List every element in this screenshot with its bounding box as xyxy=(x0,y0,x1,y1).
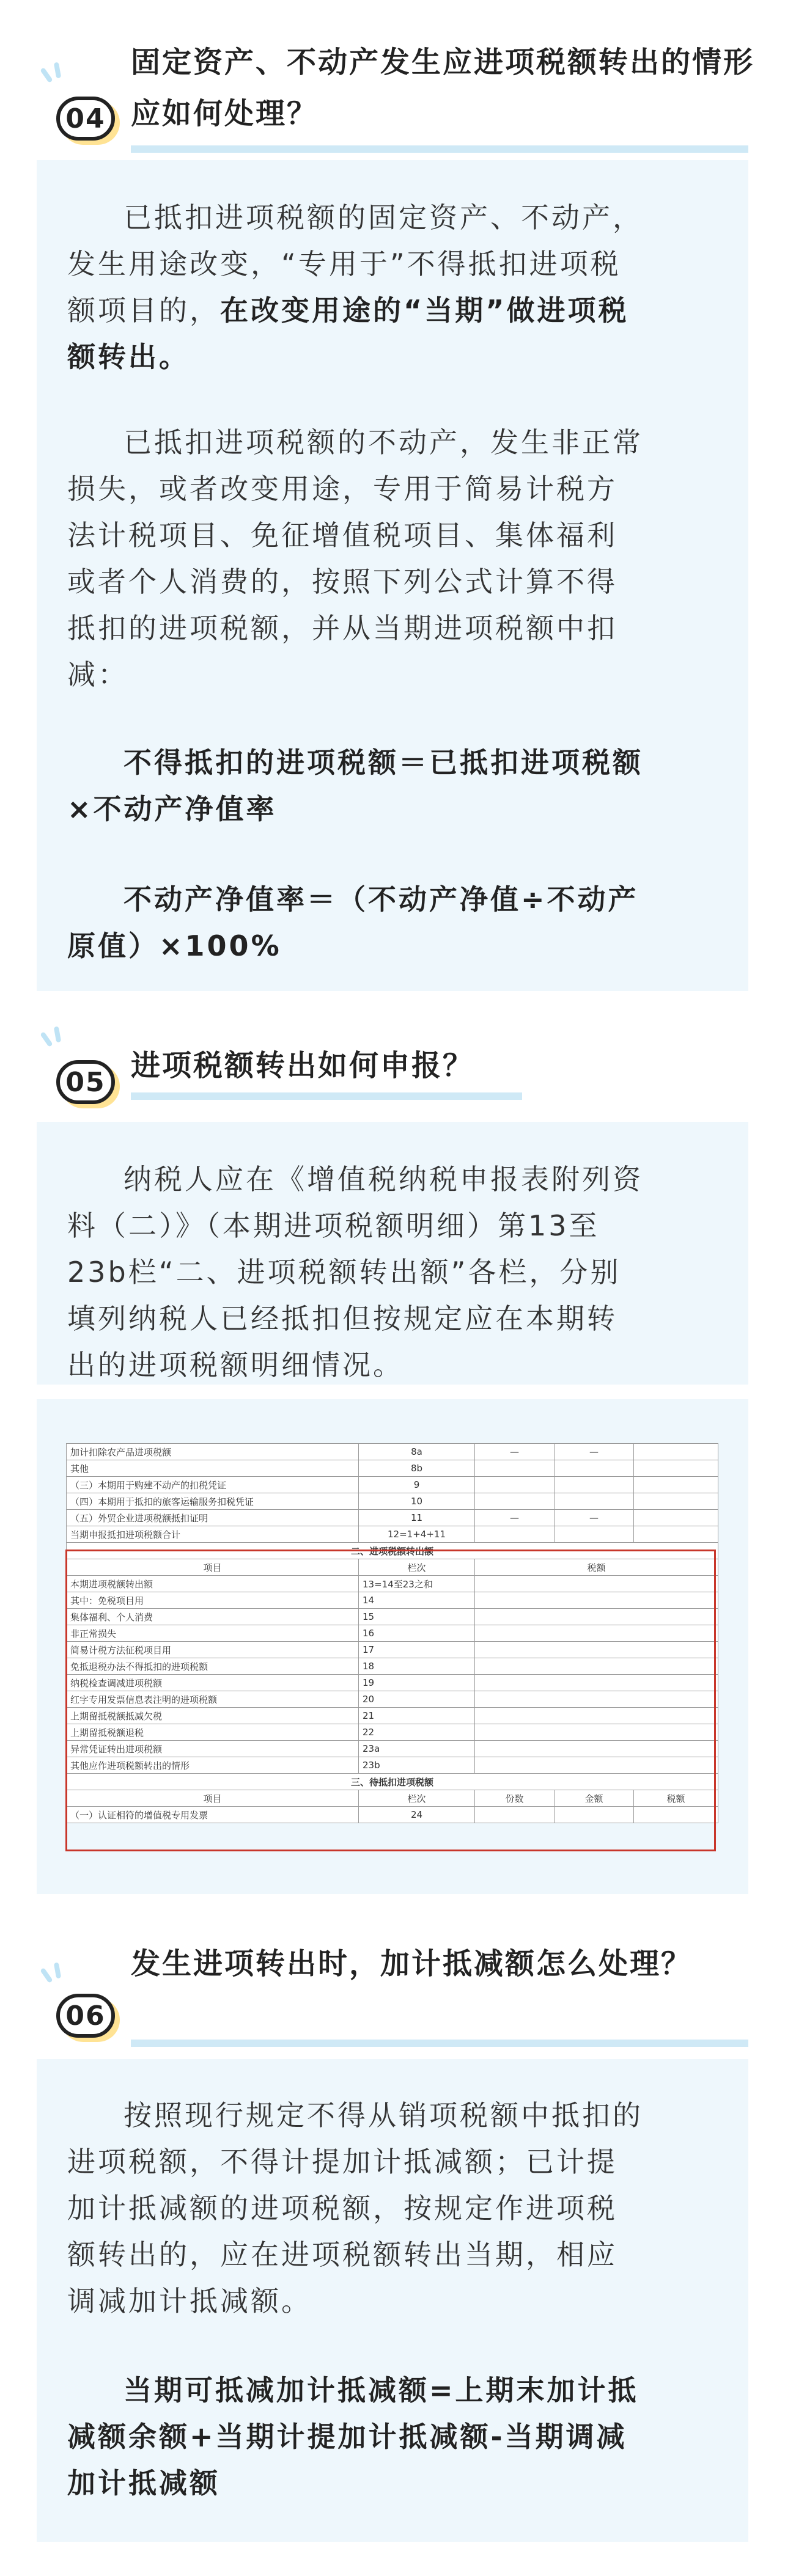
table-cell: 12=1+4+11 xyxy=(359,1526,475,1543)
table-row xyxy=(67,1625,718,1642)
table-cell: 本期进项税额转出额 xyxy=(67,1576,359,1592)
table-cell xyxy=(634,1477,718,1493)
table-cell xyxy=(555,1807,634,1823)
table-cell xyxy=(634,1807,718,1823)
section-title: 发生进项转出时，加计抵减额怎么处理？ xyxy=(131,1947,693,1981)
table-row xyxy=(67,1675,718,1691)
table-section-title: 二、进项税额转出额 xyxy=(67,1543,718,1559)
table-cell: 9 xyxy=(359,1477,475,1493)
table-row xyxy=(67,1592,718,1609)
table-row xyxy=(67,1691,718,1708)
s04-paragraph-2: 已抵扣进项税额的不动产，发生非正常 损失，或者改变用途，专用于简易计税方 法计税项目、免征增值税项目、集体福利 或者个人消费的，按照下列公式计算不得 抵扣的进项税额，并从当期进项税额中扣 减： xyxy=(67,426,643,691)
table-cell xyxy=(475,1592,718,1609)
section-number-badge: 06 xyxy=(56,1994,115,2038)
s06-paragraph-1: 按照现行规定不得从销项税额中抵扣的 进项税额，不得计提加计抵减额；已计提 加计抵减额的进项税额，按规定作进项税 额转出的，应在进项税额转出当期，相应 调减加计抵减额。 xyxy=(67,2099,643,2318)
table-row xyxy=(67,1741,718,1757)
table-cell: — xyxy=(475,1444,555,1460)
table-header-cell: 栏次 xyxy=(359,1790,475,1807)
table-row xyxy=(67,1477,718,1493)
table-header-cell: 税额 xyxy=(634,1790,718,1807)
table-cell xyxy=(634,1460,718,1477)
table-header-cell: 项目 xyxy=(67,1790,359,1807)
s04-formula-1: 不得抵扣的进项税额＝已抵扣进项税额 ×不动产净值率 xyxy=(67,746,643,825)
table-cell xyxy=(475,1807,555,1823)
table-cell: 其中：免税项目用 xyxy=(67,1592,359,1609)
table-row xyxy=(67,1642,718,1658)
table-cell: 15 xyxy=(359,1609,475,1625)
table-cell: 10 xyxy=(359,1493,475,1510)
section-06-header xyxy=(0,1906,785,2041)
table-cell xyxy=(475,1493,555,1510)
table-header-cell: 份数 xyxy=(475,1790,555,1807)
table-cell: 上期留抵税额退税 xyxy=(67,1724,359,1741)
table-cell xyxy=(475,1691,718,1708)
table-cell xyxy=(475,1526,555,1543)
table-row xyxy=(67,1807,718,1823)
table-cell: 上期留抵税额抵减欠税 xyxy=(67,1708,359,1724)
table-cell: 23a xyxy=(359,1741,475,1757)
table-cell: 13=14至23之和 xyxy=(359,1576,475,1592)
table-cell: 14 xyxy=(359,1592,475,1609)
table-header-cell: 项目 xyxy=(67,1559,359,1576)
table-row xyxy=(67,1609,718,1625)
table-cell: 8b xyxy=(359,1460,475,1477)
table-header-cell: 栏次 xyxy=(359,1559,475,1576)
table-cell xyxy=(555,1460,634,1477)
table-cell: （五）外贸企业进项税额抵扣证明 xyxy=(67,1510,359,1526)
table-cell: 22 xyxy=(359,1724,475,1741)
section-title: 进项税额转出如何申报？ xyxy=(131,1048,474,1083)
table-header-cell: 金额 xyxy=(555,1790,634,1807)
table-cell xyxy=(475,1675,718,1691)
table-cell xyxy=(634,1444,718,1460)
table-cell: 17 xyxy=(359,1642,475,1658)
table-cell xyxy=(475,1609,718,1625)
table-cell xyxy=(475,1741,718,1757)
table-cell xyxy=(555,1526,634,1543)
table-cell: 非正常损失 xyxy=(67,1625,359,1642)
table-cell: 简易计税方法征税项目用 xyxy=(67,1642,359,1658)
table-row xyxy=(67,1460,718,1477)
table-cell: 异常凭证转出进项税额 xyxy=(67,1741,359,1757)
table-row xyxy=(67,1510,718,1526)
table-cell: 其他应作进项税额转出的情形 xyxy=(67,1757,359,1774)
table-cell xyxy=(634,1510,718,1526)
s05-paragraph-1: 纳税人应在《增值税纳税申报表附列资 料（二）》（本期进项税额明细）第13至 23b栏“二、进项税额转出额”各栏，分别 填列纳税人已经抵扣但按规定应在本期转 出的进项税额明细情况。 xyxy=(67,1163,643,1381)
s06-formula: 当期可抵减加计抵减额=上期末加计抵 减额余额+当期计提加计抵减额-当期调减 加计抵减额 xyxy=(67,2374,639,2500)
section-title: 固定资产、不动产发生应进项税额转出的情形应如何处理？ xyxy=(131,45,755,131)
table-cell: 24 xyxy=(359,1807,475,1823)
section-04-header xyxy=(0,24,785,147)
table-cell: 当期申报抵扣进项税额合计 xyxy=(67,1526,359,1543)
table-cell xyxy=(475,1724,718,1741)
title-underline xyxy=(131,1092,522,1100)
table-cell: 纳税检查调减进项税额 xyxy=(67,1675,359,1691)
section-number-badge: 05 xyxy=(56,1060,115,1104)
table-cell: 18 xyxy=(359,1658,475,1675)
table-cell: 16 xyxy=(359,1625,475,1642)
title-underline xyxy=(131,145,748,153)
table-row xyxy=(67,1724,718,1741)
section-05-header xyxy=(0,1014,785,1124)
table-cell xyxy=(475,1757,718,1774)
table-cell xyxy=(555,1493,634,1510)
table-row xyxy=(67,1576,718,1592)
table-cell: 23b xyxy=(359,1757,475,1774)
table-row xyxy=(67,1658,718,1675)
table-cell xyxy=(475,1477,555,1493)
table-row xyxy=(67,1757,718,1774)
table-cell: （一）认证相符的增值税专用发票 xyxy=(67,1807,359,1823)
table-cell xyxy=(555,1477,634,1493)
table-cell: 20 xyxy=(359,1691,475,1708)
table-cell: （四）本期用于抵扣的旅客运输服务扣税凭证 xyxy=(67,1493,359,1510)
table-cell: — xyxy=(475,1510,555,1526)
table-cell xyxy=(634,1493,718,1510)
table-cell: — xyxy=(555,1444,634,1460)
table-cell: 11 xyxy=(359,1510,475,1526)
table-cell: 免抵退税办法不得抵扣的进项税额 xyxy=(67,1658,359,1675)
section-number-badge: 04 xyxy=(56,97,115,141)
table-cell: 集体福利、个人消费 xyxy=(67,1609,359,1625)
table-cell: 其他 xyxy=(67,1460,359,1477)
table-header-cell: 税额 xyxy=(475,1559,718,1576)
table-cell: 21 xyxy=(359,1708,475,1724)
table-row xyxy=(67,1708,718,1724)
table-cell xyxy=(475,1642,718,1658)
table-cell: — xyxy=(555,1510,634,1526)
s04-paragraph-1: 已抵扣进项税额的固定资产、不动产， 发生用途改变，“专用于”不得抵扣进项税 额项目的，在改变用途的“当期”做进项税 额转出。 xyxy=(67,201,643,373)
table-cell: 加计扣除农产品进项税额 xyxy=(67,1444,359,1460)
table-cell xyxy=(475,1658,718,1675)
table-cell xyxy=(475,1625,718,1642)
table-row xyxy=(67,1444,718,1460)
table-cell xyxy=(634,1526,718,1543)
table-cell xyxy=(475,1708,718,1724)
s04-formula-2: 不动产净值率＝（不动产净值÷不动产 原值）×100% xyxy=(67,883,639,962)
table-cell: 红字专用发票信息表注明的进项税额 xyxy=(67,1691,359,1708)
table-cell xyxy=(475,1576,718,1592)
table-cell: 8a xyxy=(359,1444,475,1460)
table-cell xyxy=(475,1460,555,1477)
emphasis-text: 在改变用途的“当期”做进项税 xyxy=(220,294,629,327)
table-cell: 19 xyxy=(359,1675,475,1691)
table-section-title: 三、待抵扣进项税额 xyxy=(67,1774,718,1790)
table-row xyxy=(67,1526,718,1543)
title-underline xyxy=(131,2040,748,2047)
table-row xyxy=(67,1493,718,1510)
table-cell: （三）本期用于购建不动产的扣税凭证 xyxy=(67,1477,359,1493)
tax-form-table xyxy=(66,1443,718,1823)
